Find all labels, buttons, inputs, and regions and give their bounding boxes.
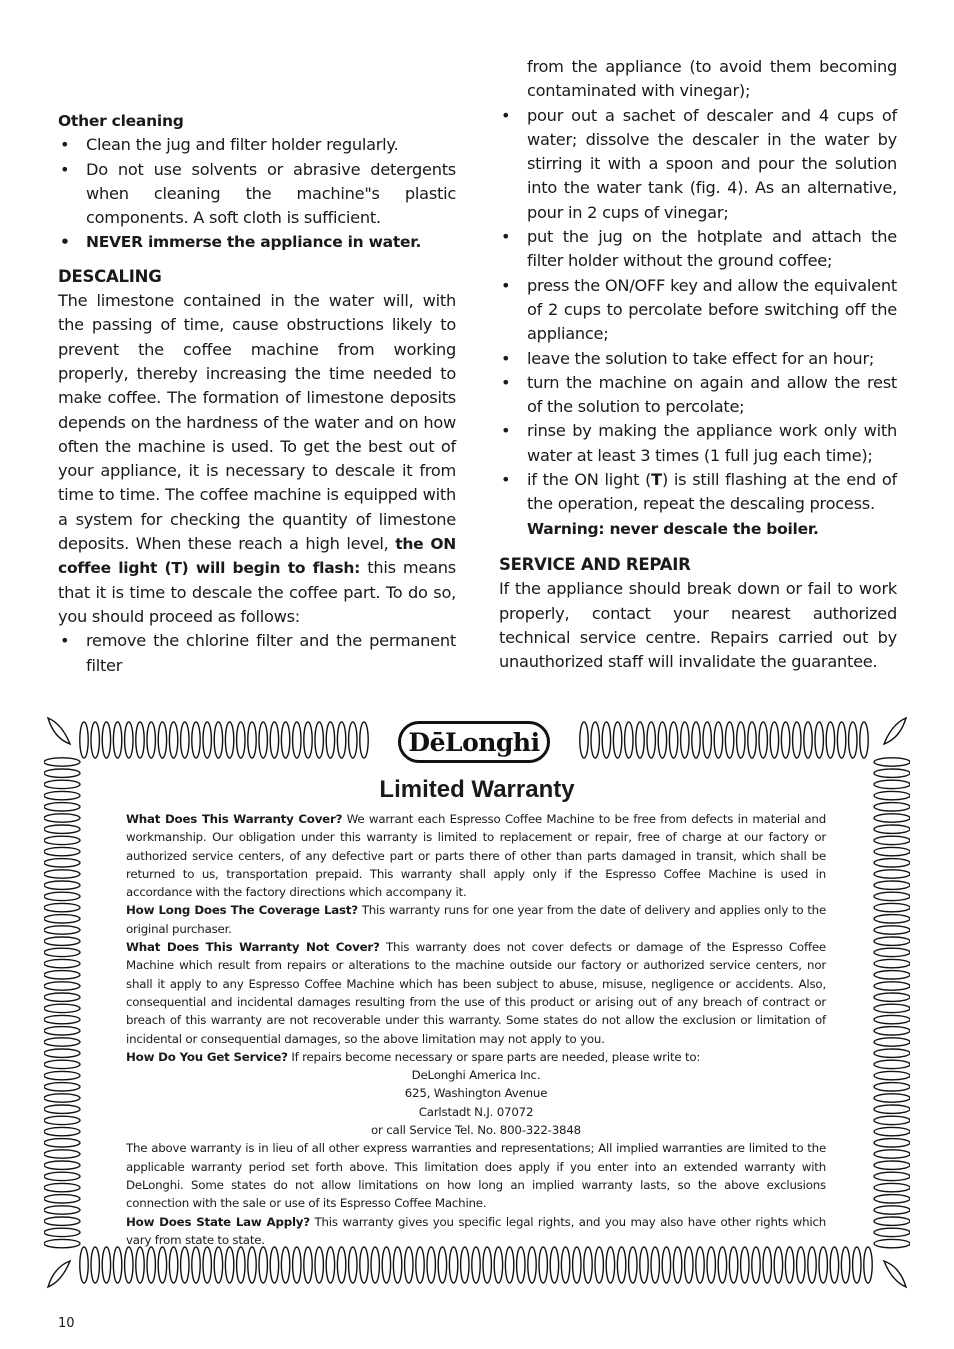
list-item: • rinse by making the appliance work only with water at least 3 times (1 full jug each time); xyxy=(499,419,897,468)
other-cleaning-list xyxy=(58,133,456,254)
descaling-steps-list xyxy=(499,104,897,517)
warranty-body xyxy=(126,810,826,1249)
warranty-para-implied: The above warranty is in lieu of all other express warranties and representations; All implied warranties are limited to the applicable warranty period set forth above. This limitation does apply if you enter into an extended warranty with DeLonghi. Some states do not allow limitations on how long an implied warranty lasts, so the above exclusions connection with the sale or use of its Espresso Coffee Machine. xyxy=(126,1141,826,1211)
logo-text: DēLonghi xyxy=(408,727,540,757)
warranty-para-cover xyxy=(126,810,826,901)
warranty-para-not-cover xyxy=(126,938,826,1048)
warranty-question: How Do You Get Service? xyxy=(126,1049,288,1064)
service-phone-line: or call Service Tel. No. 800-322-3848 xyxy=(371,1123,581,1138)
list-item: • Do not use solvents or abrasive detergents when cleaning the machine"s plastic components. A soft cloth is sufficient. xyxy=(58,158,456,231)
warranty-para-service xyxy=(126,1048,826,1066)
warranty-answer: We warrant each Espresso Coffee Machine to be free from defects in material and workmanship. Our obligation under this warranty is limited to replacement or repair, free of charge at our factory or authorized service centers, of any defective part or parts there of other than parts damaged in transit, which shall be returned to us, transportation prepaid. This warranty shall apply only if the Espresso Coffee Machine is used in accordance with the factory directions which accompany it. xyxy=(126,812,826,900)
address-line: Carlstadt N.J. 07072 xyxy=(418,1104,534,1119)
left-column xyxy=(58,109,456,678)
warranty-question: How Long Does The Coverage Last? xyxy=(126,903,358,918)
right-column xyxy=(499,55,897,674)
warranty-question: What Does This Warranty Not Cover? xyxy=(126,940,380,955)
warranty-para-coverage xyxy=(126,901,826,938)
logo-badge xyxy=(398,721,550,763)
list-item: • pour out a sachet of descaler and 4 cups of water; dissolve the descaler in the water by stirring it with a spoon and pour the solution into the water tank (fig. 4). As an alternative, pour in 2 cups of vinegar; xyxy=(499,104,897,225)
address-line: DeLonghi America Inc. xyxy=(411,1068,541,1083)
list-item: • Clean the jug and filter holder regularly. xyxy=(58,133,456,157)
service-heading: SERVICE AND REPAIR xyxy=(499,554,691,574)
warning-text: Warning: never descale the boiler. xyxy=(527,519,819,538)
list-item: • press the ON/OFF key and allow the equivalent of 2 cups to percolate before switching off the appliance; xyxy=(499,274,897,347)
address-line: 625, Washington Avenue xyxy=(404,1086,548,1101)
warranty-question: What Does This Warranty Cover? xyxy=(126,812,343,826)
list-item-bold: T xyxy=(651,470,662,490)
warranty-question: How Does State Law Apply? xyxy=(126,1214,310,1229)
list-item: • remove the chlorine filter and the permanent filter xyxy=(58,629,456,678)
list-item xyxy=(499,468,897,517)
descaling-text-1: The limestone contained in the water will, with the passing of time, cause obstructions likely to prevent the coffee machine from working properly, thereby increasing the time needed to make coffee. The formation of limestone deposits depends on the hardness of the water and on how often the machine is used. To get the best out of your appliance, it is necessary to descale it from time to time. The coffee machine is equipped with a system for checking the quantity of limestone deposits. When these reach a high level, xyxy=(58,291,456,554)
delonghi-logo xyxy=(394,718,554,768)
list-item: • put the jug on the hotplate and attach the filter holder without the ground coffee; xyxy=(499,225,897,274)
list-item: • turn the machine on again and allow the rest of the solution to percolate; xyxy=(499,371,897,420)
list-continuation: from the appliance (to avoid them becoming contaminated with vinegar); xyxy=(527,57,897,101)
list-item: • NEVER immerse the appliance in water. xyxy=(58,230,456,254)
descaling-text-2: this means that it is time to descale the coffee part. To do so, you should proceed as follows: xyxy=(58,558,456,626)
warranty-title: Limited Warranty xyxy=(379,776,575,803)
list-item-text: if the ON light ( xyxy=(527,470,652,490)
service-paragraph: If the appliance should break down or fail to work properly, contact your nearest authorized technical service centre. Repairs carried out by unauthorized staff will invalidate the guarantee. xyxy=(499,579,897,672)
descaling-list-start xyxy=(58,629,456,678)
warranty-answer: This warranty runs for one year from the date of delivery and applies only to the original purchaser. xyxy=(126,903,827,936)
page-number: 10 xyxy=(58,1316,75,1331)
list-item-text: ) is still flashing at the end of the operation, repeat the descaling process. xyxy=(527,470,897,514)
descaling-paragraph xyxy=(58,289,456,629)
warranty-answer: This warranty does not cover defects or damage of the Espresso Coffee Machine which result from repairs or alterations to the machine outside our factory or authorized service centers, nor shall it apply to any Espresso Coffee Machine which has been subject to abuse, misuse, negligence or accidents. Also, consequential and incidental damages resulting from the use of this product or arising out of any breach of contract or breach of this warranty are not recoverable under this warranty. Some states do not allow the exclusion or limitation of incidental or consequential damages, so the above limitation may not apply to you. xyxy=(126,940,826,1046)
warranty-answer: If repairs become necessary or spare parts are needed, please write to: xyxy=(287,1049,701,1064)
warranty-answer: This warranty gives you specific legal rights, and you may also have other rights which vary from state to state. xyxy=(126,1214,827,1247)
warranty-para-state-law xyxy=(126,1213,826,1250)
descaling-heading: DESCALING xyxy=(58,266,162,286)
other-cleaning-heading: Other cleaning xyxy=(58,112,184,130)
descaling-bold-text: the ON coffee light (T) will begin to flash: xyxy=(58,535,456,578)
list-item: • leave the solution to take effect for an hour; xyxy=(499,347,897,371)
